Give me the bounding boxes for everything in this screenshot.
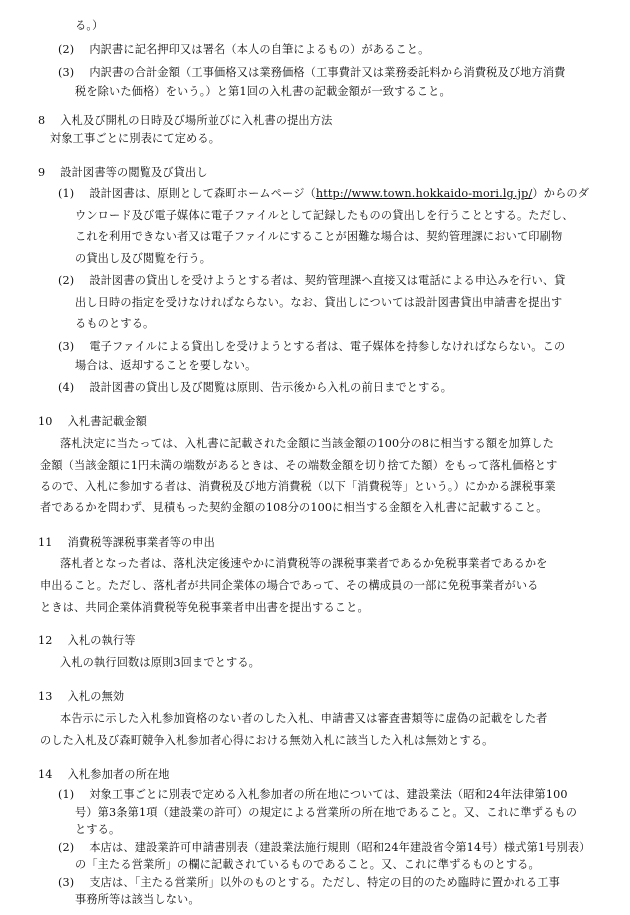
section-heading: 12 入札の執行等 bbox=[38, 634, 136, 647]
section-heading: 13 入札の無効 bbox=[38, 690, 125, 703]
homepage-link[interactable]: http://www.town.hokkaido-mori.lg.jp/ bbox=[315, 187, 533, 200]
text-line: る。） bbox=[75, 19, 104, 32]
text-line: (3) 電子ファイルによる貸出しを受けようとする者は、電子媒体を持参しなければならない。この bbox=[58, 340, 566, 353]
text-line: るものとする。 bbox=[75, 317, 155, 330]
text-line: 申出ること。ただし、落札者が共同企業体の場合であって、その構成員の一部に免税事業者がいる bbox=[40, 579, 539, 592]
text-line: 事務所等は該当しない。 bbox=[75, 893, 200, 906]
text-line: (2) 内訳書に記名押印又は署名（本人の自筆によるもの）があること。 bbox=[58, 43, 430, 56]
text-line: ウンロード及び電子媒体に電子ファイルとして記録したものの貸出しを行うこととする。ただし、 bbox=[75, 209, 574, 222]
text-line: 本告示に示した入札参加資格のない者のした入札、申請書又は審査書類等に虚偽の記載をした者 bbox=[60, 712, 548, 725]
text-line: (2) 本店は、建設業許可申請書別表（建設業法施行規則（昭和24年建設省令第14号）様式第1号別表） bbox=[58, 840, 591, 854]
text-line: 者であるかを問わず、見積もった契約金額の108分の100に相当する金額を入札書に記載すること。 bbox=[40, 501, 548, 514]
text-line: 場合は、返却することを要しない。 bbox=[75, 359, 257, 372]
text-line: (4) 設計図書の貸出し及び閲覧は原則、告示後から入札の前日までとする。 bbox=[58, 381, 453, 394]
section-heading: 8 入札及び開札の日時及び場所並びに入札書の提出方法 bbox=[38, 114, 333, 127]
section-heading: 10 入札書記載金額 bbox=[38, 415, 147, 428]
section-heading: 9 設計図書等の閲覧及び貸出し bbox=[38, 166, 208, 179]
text-line: の「主たる営業所」の欄に記載されているものであること。又、これに準ずるものとする。 bbox=[75, 858, 540, 871]
text-line: (1) 対象工事ごとに別表で定める入札参加者の所在地については、建設業法（昭和24年法律第100 bbox=[58, 788, 568, 801]
text-line: るので、入札に参加する者は、消費税及び地方消費税（以下「消費税等」という。）にかかる課税事業 bbox=[40, 480, 556, 493]
text-line: 税を除いた価格）をいう。）と第1回の入札書の記載金額が一致すること。 bbox=[75, 85, 451, 98]
text-line: (2) 設計図書の貸出しを受けようとする者は、契約管理課へ直接又は電話による申込みを行い、貸 bbox=[58, 274, 566, 287]
text-fragment: (1) 設計図書は、原則として森町ホームページ（ bbox=[58, 187, 316, 200]
text-line: 入札の執行回数は原則3回までとする。 bbox=[60, 656, 261, 669]
section-heading: 11 消費税等課税事業者等の申出 bbox=[38, 536, 215, 549]
section-heading: 14 入札参加者の所在地 bbox=[38, 768, 170, 781]
text-line bbox=[58, 186, 589, 201]
text-line: 対象工事ごとに別表にて定める。 bbox=[50, 132, 221, 145]
text-fragment: ）からのダ bbox=[532, 187, 590, 200]
text-line: 出し日時の指定を受けなければならない。なお、貸出しについては設計図書貸出申請書を提出す bbox=[75, 296, 563, 309]
text-line: 落札決定に当たっては、入札書に記載された金額に当該金額の100分の8に相当する額を加算した bbox=[60, 437, 554, 450]
text-line: これを利用できない者又は電子ファイルにすることが困難な場合は、契約管理課において印刷物 bbox=[75, 230, 563, 243]
text-line: ときは、共同企業体消費税等免税事業者申出書を提出すること。 bbox=[40, 601, 369, 614]
text-line: のした入札及び森町競争入札参加者心得における無効入札に該当した入札は無効とする。 bbox=[40, 734, 494, 747]
text-line: 金額（当該金額に1円未満の端数があるときは、その端数金額を切り捨てた額）をもって落札価格とす bbox=[40, 459, 558, 472]
text-line: 落札者となった者は、落札決定後速やかに消費税等の課税事業者であるか免税事業者であるかを bbox=[60, 557, 548, 570]
text-line: とする。 bbox=[75, 823, 121, 836]
text-line: の貸出し及び閲覧を行う。 bbox=[75, 252, 212, 265]
text-line: 号）第3条第1項（建設業の許可）の規定による営業所の所在地であること。又、これに準ずるもの bbox=[75, 805, 578, 819]
text-line: (3) 支店は、「主たる営業所」以外のものとする。ただし、特定の目的のため臨時に置かれる工事 bbox=[58, 875, 560, 889]
text-line: (3) 内訳書の合計金額（工事価格又は業務価格（工事費計又は業務委託料から消費税及び地方消費 bbox=[58, 66, 566, 79]
